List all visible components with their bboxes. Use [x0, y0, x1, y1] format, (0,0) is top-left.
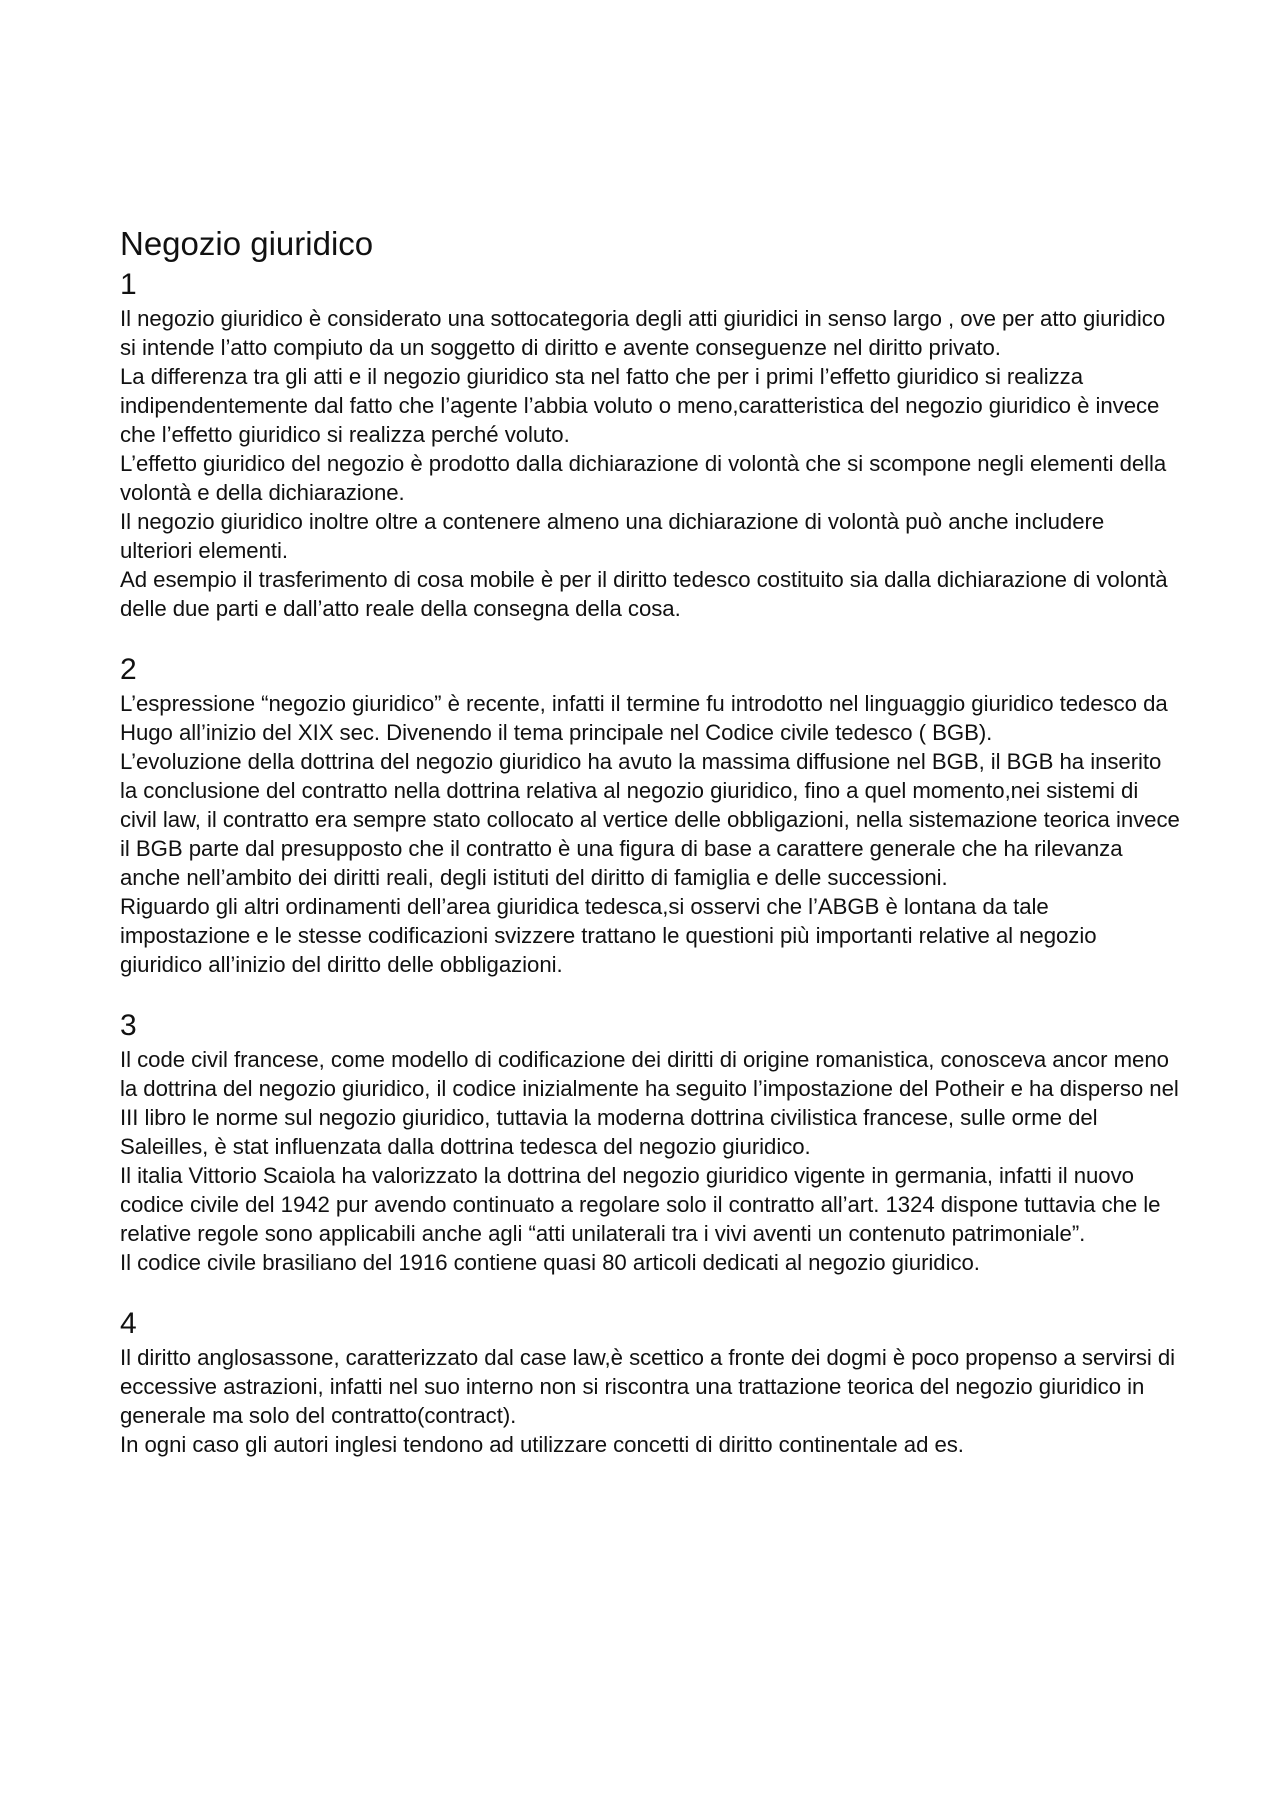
- paragraph: Il negozio giuridico è considerato una sottocategoria degli atti giuridici in senso largo , ove per atto giuridico si intende l’atto compiuto da un soggetto di diritto e avente conseguenze nel diritto privato.: [120, 306, 1166, 360]
- paragraph: La differenza tra gli atti e il negozio giuridico sta nel fatto che per i primi l’effetto giuridico si realizza indipendentemente dal fatto che l’agente l’abbia voluto o meno,caratteristica del negozio giuridico è invece che l’effetto giuridico si realizza perché voluto.: [120, 364, 1160, 447]
- document-title: Negozio giuridico: [120, 225, 374, 262]
- paragraph: Il codice civile brasiliano del 1916 contiene quasi 80 articoli dedicati al negozio giuridico.: [120, 1250, 980, 1275]
- section-number: 1: [120, 268, 137, 301]
- section-2: [120, 651, 1180, 979]
- paragraph: In ogni caso gli autori inglesi tendono ad utilizzare concetti di diritto continentale ad es.: [120, 1432, 964, 1457]
- section-number: 2: [120, 653, 137, 686]
- section-number: 4: [120, 1307, 137, 1340]
- section-4: [120, 1305, 1180, 1459]
- section-1: [120, 266, 1180, 623]
- section-3: [120, 1007, 1180, 1277]
- paragraph: Ad esempio il trasferimento di cosa mobile è per il diritto tedesco costituito sia dalla dichiarazione di volontà delle due parti e dall’atto reale della consegna della cosa.: [120, 567, 1168, 621]
- section-number: 3: [120, 1009, 137, 1042]
- paragraph: L’evoluzione della dottrina del negozio giuridico ha avuto la massima diffusione nel BGB, il BGB ha inserito la conclusione del contratto nella dottrina relativa al negozio giuridico, fino a quel momento,nei sistemi di civil law, il contratto era sempre stato collocato al vertice delle obbligazioni, nella sistemazione teorica invece il BGB parte dal presupposto che il contratto è una figura di base a carattere generale che ha rilevanza anche nell’ambito dei diritti reali, degli istituti del diritto di famiglia e delle successioni.: [120, 749, 1180, 890]
- paragraph: Il negozio giuridico inoltre oltre a contenere almeno una dichiarazione di volontà può anche includere ulteriori elementi.: [120, 509, 1105, 563]
- paragraph: Riguardo gli altri ordinamenti dell’area giuridica tedesca,si osservi che l’ABGB è lontana da tale impostazione e le stesse codificazioni svizzere trattano le questioni più importanti relative al negozio giuridico all’inizio del diritto delle obbligazioni.: [120, 894, 1097, 977]
- paragraph: Il italia Vittorio Scaiola ha valorizzato la dottrina del negozio giuridico vigente in germania, infatti il nuovo codice civile del 1942 pur avendo continuato a regolare solo il contratto all’art. 1324 dispone tuttavia che le relative regole sono applicabili anche agli “atti unilaterali tra i vivi aventi un contenuto patrimoniale”.: [120, 1163, 1161, 1246]
- paragraph: Il diritto anglosassone, caratterizzato dal case law,è scettico a fronte dei dogmi è poco propenso a servirsi di eccessive astrazioni, infatti nel suo interno non si riscontra una trattazione teorica del negozio giuridico in generale ma solo del contratto(contract).: [120, 1345, 1176, 1428]
- paragraph: L’effetto giuridico del negozio è prodotto dalla dichiarazione di volontà che si scompone negli elementi della volontà e della dichiarazione.: [120, 451, 1167, 505]
- paragraph: L’espressione “negozio giuridico” è recente, infatti il termine fu introdotto nel linguaggio giuridico tedesco da Hugo all’inizio del XIX sec. Divenendo il tema principale nel Codice civile tedesco ( BGB).: [120, 691, 1168, 745]
- paragraph: Il code civil francese, come modello di codificazione dei diritti di origine romanistica, conosceva ancor meno la dottrina del negozio giuridico, il codice inizialmente ha seguito l’impostazione del Potheir e ha disperso nel III libro le norme sul negozio giuridico, tuttavia la moderna dottrina civilistica francese, sulle orme del Saleilles, è stat influenzata dalla dottrina tedesca del negozio giuridico.: [120, 1047, 1179, 1159]
- document-page: [120, 222, 1180, 1459]
